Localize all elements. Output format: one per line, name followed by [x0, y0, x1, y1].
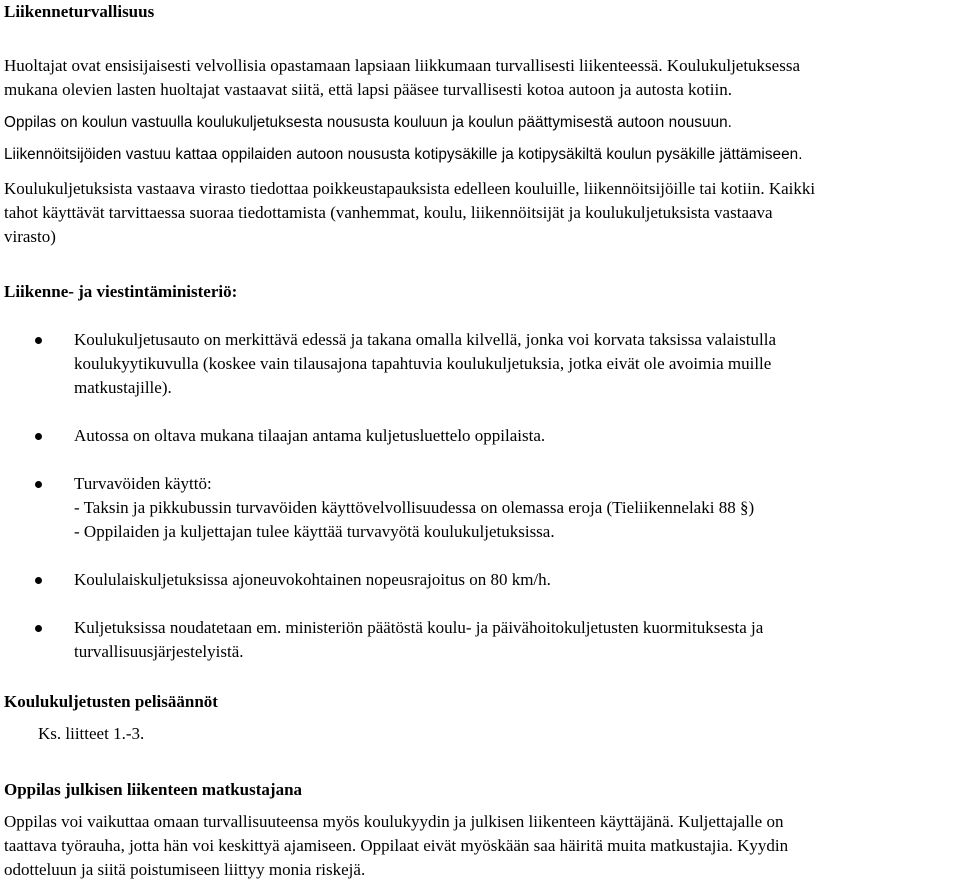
public-transport-line-1: Oppilas voi vaikuttaa omaan turvallisuuteensa myös koulukyydin ja julkisen liikenteen käyttäjänä. Kuljettajalle on [4, 812, 784, 831]
intro-paragraph-notifications [4, 177, 954, 249]
public-transport-line-3: odotteluun ja siitä poistumiseen liittyy monia riskejä. [4, 860, 366, 879]
intro-paragraph-school-responsibility: Oppilas on koulun vastuulla koulukuljetuksesta noususta kouluun ja koulun päättymisestä autoon nousuun. [4, 114, 732, 131]
public-transport-paragraph [4, 810, 949, 882]
list-item-line: Kuljetuksissa noudatetaan em. ministeriön päätöstä koulu- ja päivähoitokuljetusten kuormituksesta ja [74, 618, 764, 637]
bullet-icon [35, 481, 42, 488]
list-item [4, 568, 954, 592]
intro-paragraph-notifications-line-2: tahot käyttävät tarvittaessa suoraa tiedottamista (vanhemmat, koulu, liikennöitsijät ja koulukuljetuksista vastaava [4, 203, 773, 222]
page-title: Liikenneturvallisuus [4, 2, 155, 21]
bullet-icon [35, 577, 42, 584]
public-transport-heading: Oppilas julkisen liikenteen matkustajana [4, 780, 303, 799]
intro-paragraph-guardians-line-2: mukana olevien lasten huoltajat vastaavat siitä, että lapsi pääsee turvallisesti kotoa autoon ja autosta kotiin. [4, 80, 732, 99]
list-item [4, 424, 954, 448]
list-item [4, 616, 954, 664]
intro-paragraph-guardians-line-1: Huoltajat ovat ensisijaisesti velvollisia opastamaan lapsiaan liikkumaan turvallisesti liikenteessä. Koulukuljetuksessa [4, 56, 800, 75]
list-item-line: Turvavöiden käyttö: [74, 474, 212, 493]
intro-paragraph-guardians [4, 54, 800, 102]
intro-paragraph-operator-responsibility: Liikennöitsijöiden vastuu kattaa oppilaiden autoon noususta kotipysäkille ja kotipysäkiltä koulun pysäkille jättämiseen. [4, 146, 803, 163]
list-item [4, 472, 954, 544]
list-item-line: Autossa on oltava mukana tilaajan antama kuljetusluettelo oppilaista. [74, 426, 546, 445]
public-transport-line-2: taattava työrauha, jotta hän voi keskittyä ajamiseen. Oppilaat eivät myöskään saa häiritä muita matkustajia. Kyydin [4, 836, 789, 855]
bullet-icon [35, 625, 42, 632]
list-item-line: koulukyytikuvulla (koskee vain tilausajona tapahtuvia koulukuljetuksia, jotka eivät ole avoimia muille [74, 354, 772, 373]
list-item-line: matkustajille). [74, 378, 172, 397]
bullet-icon [35, 337, 42, 344]
bullet-icon [35, 433, 42, 440]
list-item-line: - Oppilaiden ja kuljettajan tulee käyttää turvavyötä koulukuljetuksissa. [74, 522, 555, 541]
rules-heading: Koulukuljetusten pelisäännöt [4, 692, 218, 711]
intro-paragraph-notifications-line-3: virasto) [4, 227, 56, 246]
ministry-bullet-list [4, 328, 954, 688]
intro-paragraph-notifications-line-1: Koulukuljetuksista vastaava virasto tiedottaa poikkeustapauksista edelleen kouluille, liikennöitsijöille tai kotiin. Kaikki [4, 179, 816, 198]
list-item-line: turvallisuusjärjestelyistä. [74, 642, 244, 661]
list-item-line: Koulukuljetusauto on merkittävä edessä ja takana omalla kilvellä, jonka voi korvata taksissa valaistulla [74, 330, 776, 349]
list-item-line: - Taksin ja pikkubussin turvavöiden käyttövelvollisuudessa on olemassa eroja (Tieliikennelaki 88 §) [74, 498, 755, 517]
rules-reference: Ks. liitteet 1.-3. [38, 724, 145, 743]
list-item [4, 328, 954, 400]
ministry-heading: Liikenne- ja viestintäministeriö: [4, 282, 238, 301]
list-item-line: Koululaiskuljetuksissa ajoneuvokohtainen nopeusrajoitus on 80 km/h. [74, 570, 551, 589]
